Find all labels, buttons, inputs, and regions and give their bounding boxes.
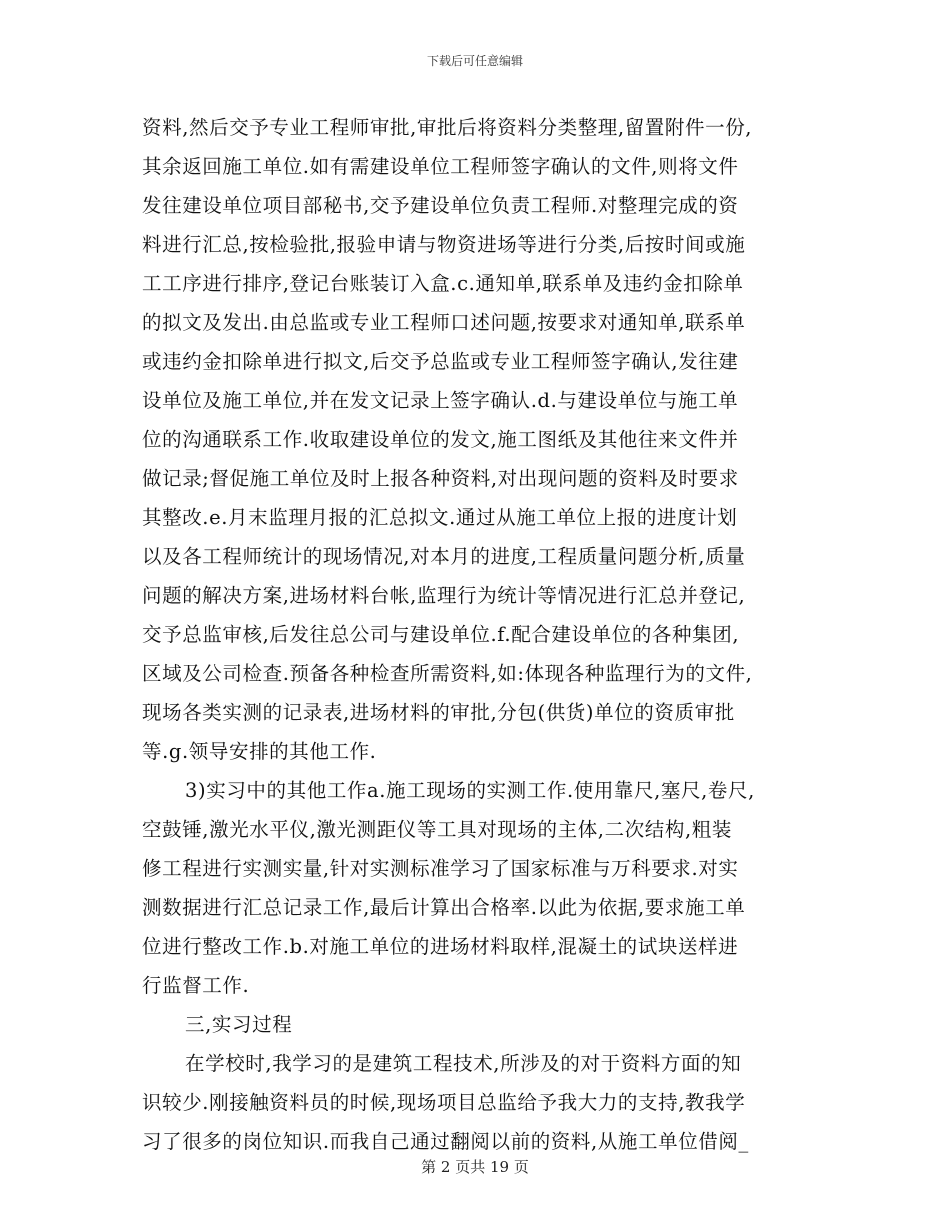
text-line: 空鼓锤,激光水平仪,激光测距仪等工具对现场的主体,二次结构,粗装	[142, 818, 732, 841]
text-line: 3)实习中的其他工作a.施工现场的实测工作.使用靠尺,塞尺,卷尺,	[185, 779, 755, 802]
text-line: 问题的解决方案,进场材料台帐,监理行为统计等情况进行汇总并登记,	[142, 584, 746, 607]
text-line: 做记录;督促施工单位及时上报各种资料,对出现问题的资料及时要求	[142, 467, 739, 490]
body-text	[142, 108, 822, 1161]
text-line: 发往建设单位项目部秘书,交予建设单位负责工程师.对整理完成的资	[142, 194, 739, 217]
text-line: 三,实习过程	[185, 1013, 293, 1036]
text-line: 交予总监审核,后发往总公司与建设单位.f.配合建设单位的各种集团,	[142, 623, 740, 646]
text-line: 料进行汇总,按检验批,报验申请与物资进场等进行分类,后按时间或施	[142, 233, 746, 256]
text-line: 等.g.领导安排的其他工作.	[142, 740, 377, 763]
text-line: 修工程进行实测实量,针对实测标准学习了国家标准与万科要求.对实	[142, 857, 739, 880]
text-line: 行监督工作.	[142, 974, 250, 997]
text-line: 识较少.刚接触资料员的时候,现场项目总监给予我大力的支持,教我学	[142, 1091, 746, 1114]
text-line: 区域及公司检查.预备各种检查所需资料,如:体现各种监理行为的文件,	[142, 662, 753, 685]
text-line: 其整改.e.月末监理月报的汇总拟文.通过从施工单位上报的进度计划	[142, 506, 738, 529]
text-line: 在学校时,我学习的是建筑工程技术,所涉及的对于资料方面的知	[185, 1052, 742, 1075]
text-line: 或违约金扣除单进行拟文,后交予总监或专业工程师签字确认,发往建	[142, 350, 739, 373]
text-line: 工工序进行排序,登记台账装订入盒.c.通知单,联系单及违约金扣除单	[142, 272, 744, 295]
text-line: 位进行整改工作.b.对施工单位的进场材料取样,混凝土的试块送样进	[142, 935, 739, 958]
text-line: 设单位及施工单位,并在发文记录上签字确认.d.与建设单位与施工单	[142, 389, 739, 412]
text-line: 测数据进行汇总记录工作,最后计算出合格率.以此为依据,要求施工单	[142, 896, 746, 919]
text-line: 资料,然后交予专业工程师审批,审批后将资料分类整理,留置附件一份,	[142, 116, 753, 139]
text-line: 的拟文及发出.由总监或专业工程师口述问题,按要求对通知单,联系单	[142, 311, 746, 334]
text-line: 其余返回施工单位.如有需建设单位工程师签字确认的文件,则将文件	[142, 155, 739, 178]
text-line: 位的沟通联系工作.收取建设单位的发文,施工图纸及其他往来文件并	[142, 428, 739, 451]
page-footer: 第 2 页共 19 页	[421, 1158, 529, 1176]
text-line: 以及各工程师统计的现场情况,对本月的进度,工程质量问题分析,质量	[142, 545, 746, 568]
page-header: 下载后可任意编辑	[426, 54, 523, 68]
text-line: 现场各类实测的记录表,进场材料的审批,分包(供货)单位的资质审批	[142, 701, 735, 724]
text-line: 习了很多的岗位知识.而我自己通过翻阅以前的资料,从施工单位借阅_	[142, 1130, 749, 1153]
